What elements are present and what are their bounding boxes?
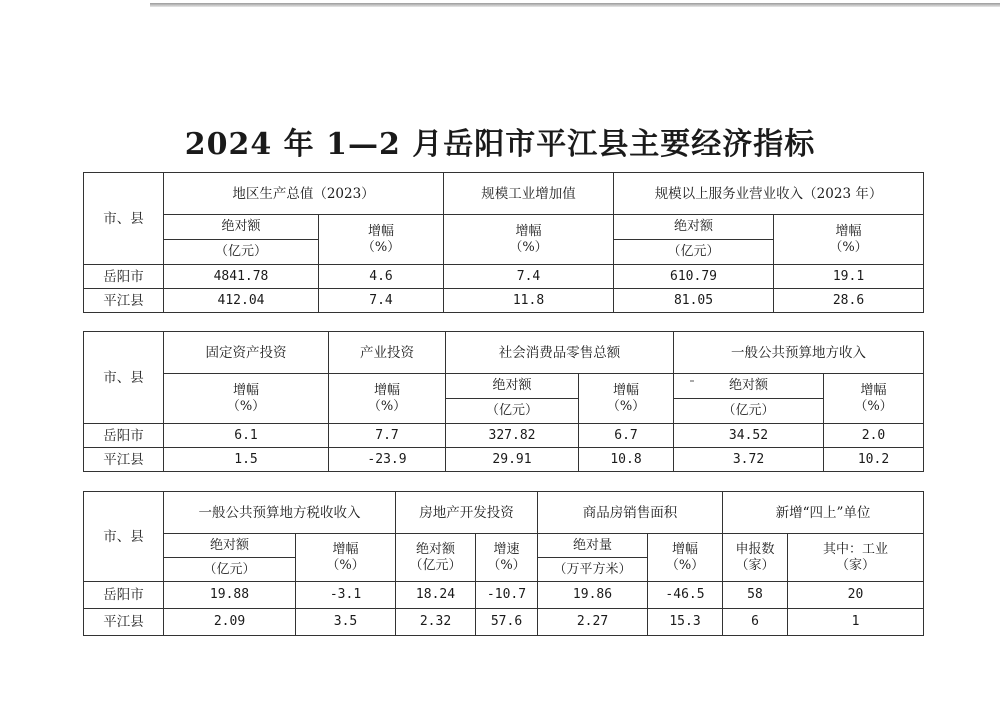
growth-label: 增幅 [368, 223, 395, 239]
cell-tax-growth: 3.5 [296, 609, 396, 636]
row-name: 平江县 [84, 448, 164, 472]
subheader-revenue-abs: 绝对额 [674, 374, 824, 399]
group-header-fixed-assets: 固定资产投资 [164, 332, 329, 374]
cell-revenue-abs: 34.52 [674, 424, 824, 448]
cell-revenue-abs: 3.72 [674, 448, 824, 472]
group-header-gdp: 地区生产总值（2023） [164, 173, 444, 215]
subheader-among-industry [788, 534, 924, 582]
cell-gdp-growth: 7.4 [319, 289, 444, 313]
cell-tax-abs: 2.09 [164, 609, 296, 636]
subheader-services-growth [774, 215, 924, 265]
cell-tax-abs: 19.88 [164, 582, 296, 609]
group-header-industrial-investment: 产业投资 [329, 332, 446, 374]
cell-real-estate-abs: 2.32 [396, 609, 476, 636]
cell-fixed-assets-growth: 6.1 [164, 424, 329, 448]
subheader-industrial-investment-growth [329, 374, 446, 424]
growth-label: 增幅 [515, 223, 542, 239]
subheader-reported [723, 534, 788, 582]
growth-label: 增幅 [232, 382, 259, 398]
cell-fixed-assets-growth: 1.5 [164, 448, 329, 472]
growth-label: 增幅 [671, 541, 698, 557]
percent-unit: （%） [829, 239, 868, 255]
cell-services-growth: 28.6 [774, 289, 924, 313]
subheader-revenue-growth [824, 374, 924, 424]
row-name: 岳阳市 [84, 265, 164, 289]
subheader-tax-growth [296, 534, 396, 582]
row-name: 平江县 [84, 609, 164, 636]
cell-real-estate-abs: 18.24 [396, 582, 476, 609]
unit-area: （万平方米） [538, 558, 648, 582]
percent-unit: （%） [854, 398, 893, 414]
unit-yi: （亿元） [446, 399, 579, 424]
cell-retail-abs: 327.82 [446, 424, 579, 448]
unit-jia: （家） [735, 557, 775, 573]
cell-gdp-abs: 412.04 [164, 289, 319, 313]
unit-jia: （家） [835, 557, 875, 573]
growth-label: 增幅 [332, 541, 359, 557]
group-header-services: 规模以上服务业营业收入（2023 年） [614, 173, 924, 215]
indicator-table-3 [83, 491, 924, 636]
subheader-gdp-abs: 绝对额 [164, 215, 319, 240]
unit-yi: （亿元） [409, 557, 462, 573]
percent-unit: （%） [606, 398, 646, 414]
cell-tax-growth: -3.1 [296, 582, 396, 609]
row-name: 岳阳市 [84, 424, 164, 448]
percent-unit: （%） [361, 239, 401, 255]
subheader-industry-growth [444, 215, 614, 265]
cell-reported: 6 [723, 609, 788, 636]
cell-among-industry: 20 [788, 582, 924, 609]
cell-real-estate-speed: -10.7 [476, 582, 538, 609]
growth-label: 增幅 [835, 223, 862, 239]
table-row [84, 448, 924, 472]
subheader-real-estate-speed [476, 534, 538, 582]
cell-housing-growth: -46.5 [648, 582, 723, 609]
percent-unit: （%） [367, 398, 407, 414]
table-row [84, 289, 924, 313]
cell-services-abs: 81.05 [614, 289, 774, 313]
group-header-new-units: 新增“四上”单位 [723, 492, 924, 534]
page-title: 2024 年 1—2 月岳阳市平江县主要经济指标 [184, 127, 816, 162]
cell-retail-growth: 10.8 [579, 448, 674, 472]
cell-gdp-growth: 4.6 [319, 265, 444, 289]
cell-housing-abs: 19.86 [538, 582, 648, 609]
percent-unit: （%） [326, 557, 365, 573]
subheader-real-estate-abs [396, 534, 476, 582]
group-header-budget-revenue: 一般公共预算地方收入 [674, 332, 924, 374]
growth-label: 增幅 [860, 382, 887, 398]
subheader-retail-abs: 绝对额 [446, 374, 579, 399]
table-row [84, 582, 924, 609]
subheader-fixed-assets-growth [164, 374, 329, 424]
cell-retail-abs: 29.91 [446, 448, 579, 472]
corner-header: 市、县 [84, 332, 164, 424]
cell-among-industry: 1 [788, 609, 924, 636]
group-header-industry: 规模工业增加值 [444, 173, 614, 215]
table-row [84, 609, 924, 636]
corner-header: 市、县 [84, 492, 164, 582]
cell-retail-growth: 6.7 [579, 424, 674, 448]
percent-unit: （%） [226, 398, 266, 414]
indicator-table-1 [83, 172, 924, 313]
cell-housing-growth: 15.3 [648, 609, 723, 636]
cell-real-estate-speed: 57.6 [476, 609, 538, 636]
group-header-housing-sales: 商品房销售面积 [538, 492, 723, 534]
unit-yi: （亿元） [614, 240, 774, 265]
cell-services-abs: 610.79 [614, 265, 774, 289]
group-header-tax-revenue: 一般公共预算地方税收收入 [164, 492, 396, 534]
percent-unit: （%） [665, 557, 705, 573]
among-industry-label: 其中：工业 [822, 541, 888, 557]
abs-label: 绝对额 [415, 541, 455, 557]
row-name: 平江县 [84, 289, 164, 313]
subheader-housing-growth [648, 534, 723, 582]
table-row [84, 424, 924, 448]
percent-unit: （%） [509, 239, 548, 255]
subheader-gdp-growth [319, 215, 444, 265]
subheader-services-abs: 绝对额 [614, 215, 774, 240]
unit-yi: （亿元） [164, 558, 296, 582]
percent-unit: （%） [487, 557, 526, 573]
subheader-tax-abs: 绝对额 [164, 534, 296, 558]
table-row [84, 265, 924, 289]
cell-industrial-investment-growth: -23.9 [329, 448, 446, 472]
cell-industry-growth: 11.8 [444, 289, 614, 313]
cell-revenue-growth: 2.0 [824, 424, 924, 448]
subheader-retail-growth [579, 374, 674, 424]
cell-reported: 58 [723, 582, 788, 609]
scan-edge-shadow [150, 3, 1000, 7]
reported-label: 申报数 [735, 541, 775, 557]
growth-label: 增幅 [373, 382, 400, 398]
group-header-retail: 社会消费品零售总额 [446, 332, 674, 374]
cell-services-growth: 19.1 [774, 265, 924, 289]
group-header-real-estate: 房地产开发投资 [396, 492, 538, 534]
cell-gdp-abs: 4841.78 [164, 265, 319, 289]
subheader-housing-abs: 绝对量 [538, 534, 648, 558]
corner-header: 市、县 [84, 173, 164, 265]
cell-housing-abs: 2.27 [538, 609, 648, 636]
cell-revenue-growth: 10.2 [824, 448, 924, 472]
growth-label: 增幅 [612, 382, 639, 398]
row-name: 岳阳市 [84, 582, 164, 609]
indicator-table-2 [83, 331, 924, 472]
cell-industry-growth: 7.4 [444, 265, 614, 289]
speed-label: 增速 [493, 541, 520, 557]
cell-industrial-investment-growth: 7.7 [329, 424, 446, 448]
unit-yi: （亿元） [674, 399, 824, 424]
unit-yi: （亿元） [164, 240, 319, 265]
